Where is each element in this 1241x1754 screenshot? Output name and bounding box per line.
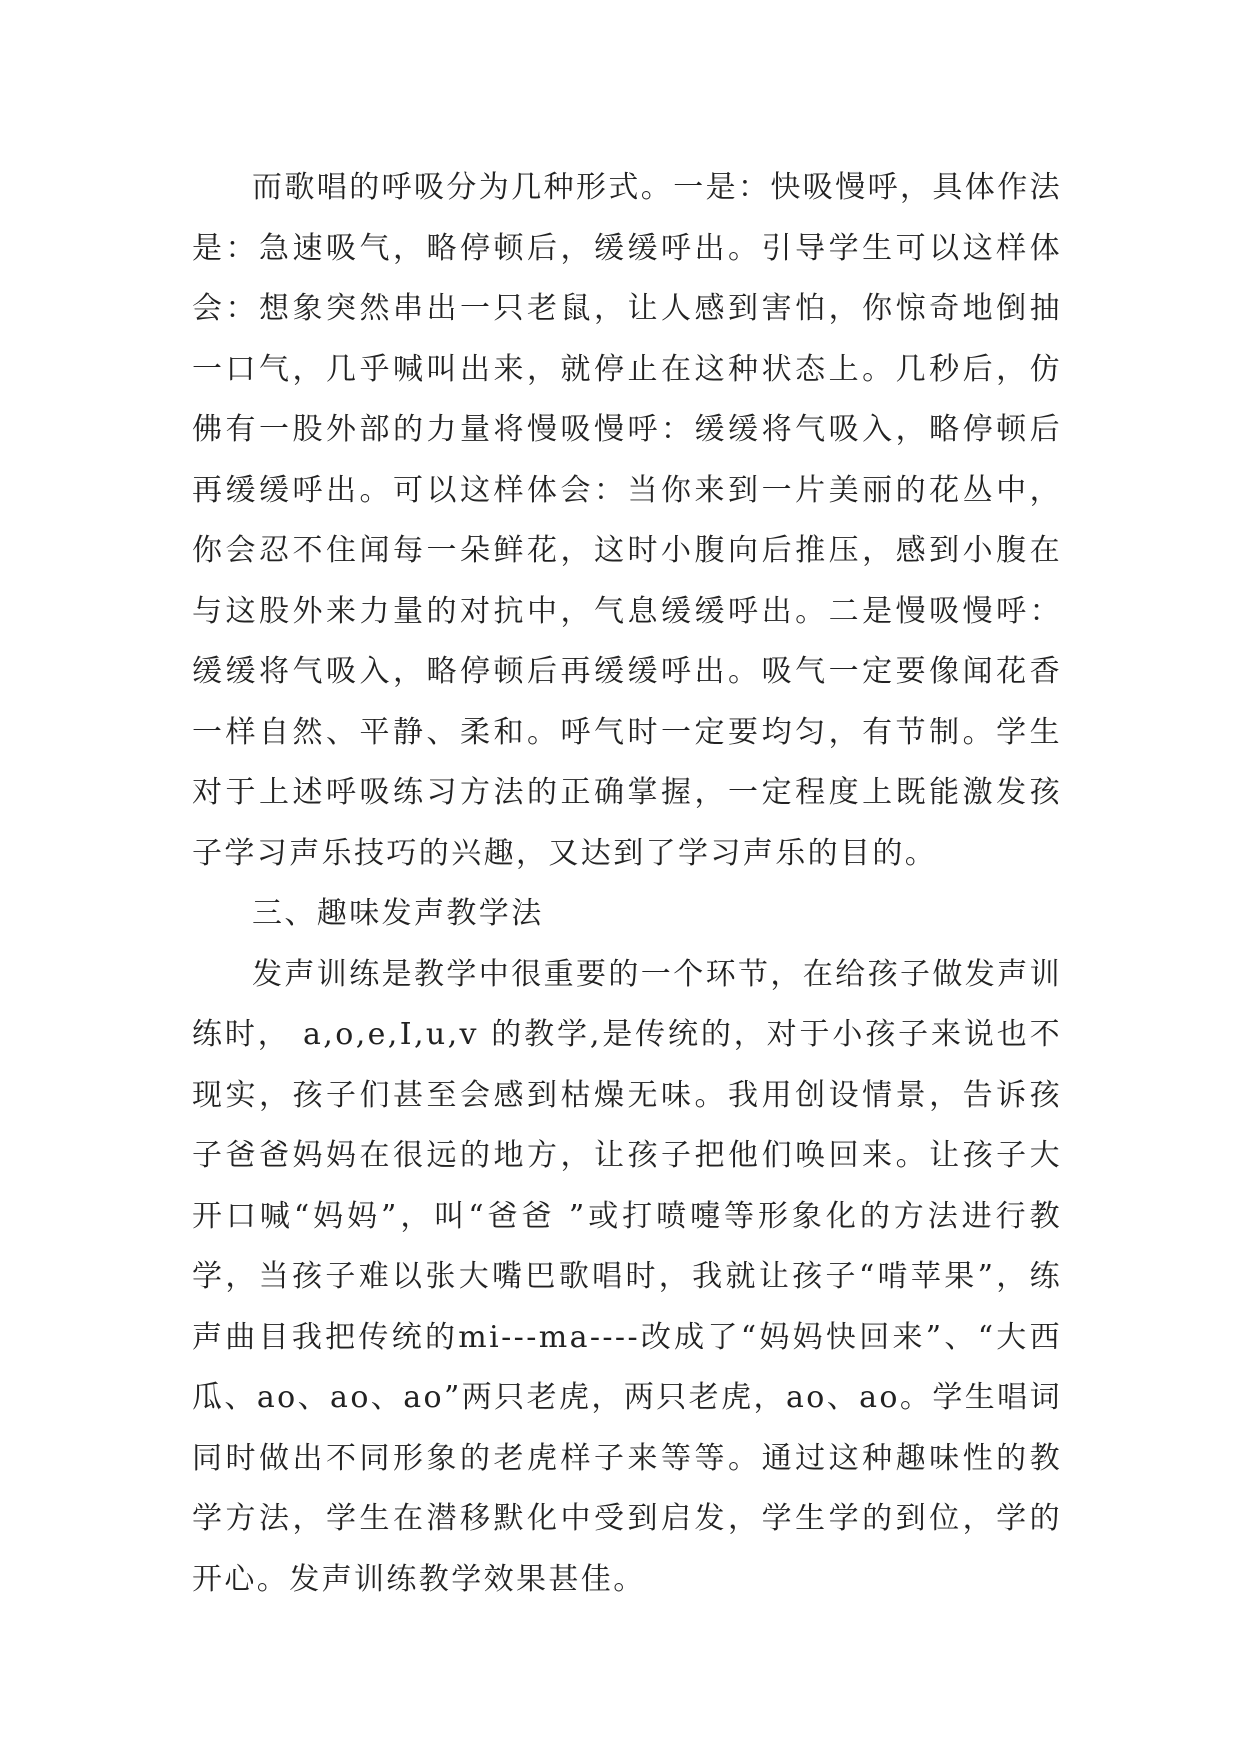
paragraph-vocalization: 发声训练是教学中很重要的一个环节，在给孩子做发声训练时， a,o,e,I,u,v 的教学,是传统的，对于小孩子来说也不现实，孩子们甚至会感到枯燥无味。我用创设情景，告诉孩子爸爸妈妈在很远的地方，让孩子把他们唤回来。让孩子大开口喊“妈妈”，叫“爸爸 ”或打喷嚏等形象化的方法进行教学，当孩子难以张大嘴巴歌唱时，我就让孩子“啃苹果”，练声曲目我把传统的mi---ma----改成了“妈妈快回来”、“大西瓜、ao、ao、ao”两只老虎，两只老虎，ao、ao。学生唱词同时做出不同形象的老虎样子来等等。通过这种趣味性的教学方法，学生在潜移默化中受到启发，学生学的到位，学的开心。发声训练教学效果甚佳。 [192,956,1062,1597]
section-heading: 三、趣味发声教学法 [252,896,544,931]
paragraph-breathing: 而歌唱的呼吸分为几种形式。一是：快吸慢呼，具体作法是：急速吸气，略停顿后，缓缓呼出。引导学生可以这样体会：想象突然串出一只老鼠，让人感到害怕，你惊奇地倒抽一口气，几乎喊叫出来，就停止在这种状态上。几秒后，仿佛有一股外部的力量将慢吸慢呼：缓缓将气吸入，略停顿后再缓缓呼出。可以这样体会：当你来到一片美丽的花丛中，你会忍不住闻每一朵鲜花，这时小腹向后推压，感到小腹在与这股外来力量的对抗中，气息缓缓呼出。二是慢吸慢呼：缓缓将气吸入，略停顿后再缓缓呼出。吸气一定要像闻花香一样自然、平静、柔和。呼气时一定要均匀，有节制。学生对于上述呼吸练习方法的正确掌握，一定程度上既能激发孩子学习声乐技巧的兴趣，又达到了学习声乐的目的。 [192,170,1062,871]
document-page [192,158,1062,1610]
